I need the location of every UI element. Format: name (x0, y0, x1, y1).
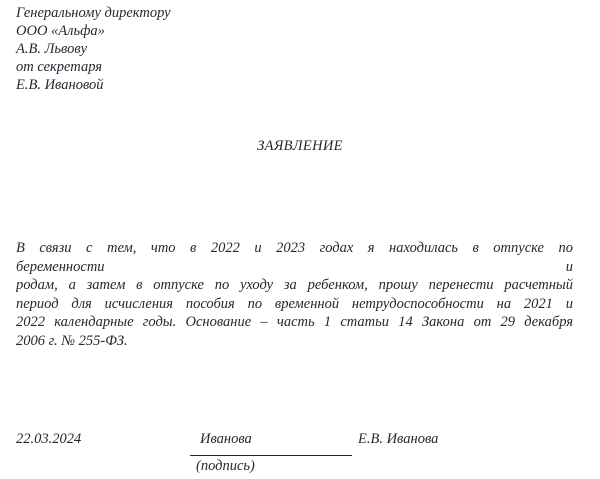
addressee-line-company: ООО «Альфа» (16, 23, 105, 39)
addressee-line-from: от секретаря (16, 59, 103, 75)
body-line-2-right: и (565, 258, 573, 275)
addressee-line-name: А.В. Львову (16, 41, 88, 57)
body-line-5: 2022 календарные годы. Основание – часть 1 статьи 14 Закона от 29 декабря (16, 314, 573, 330)
body-line-6: 2006 г. № 255-ФЗ. (16, 332, 128, 349)
document-body (16, 239, 573, 350)
document-title: ЗАЯВЛЕНИЕ (257, 138, 343, 154)
signature-line (190, 455, 352, 456)
signature: Иванова (200, 431, 252, 447)
signature-caption: (подпись) (196, 458, 255, 474)
addressee-line-position: Генеральному директору (16, 5, 171, 21)
body-line-1: В связи с тем, что в 2022 и 2023 годах я находилась в отпуске по (16, 240, 573, 256)
addressee-line-sender: Е.В. Ивановой (16, 77, 104, 93)
application-date: 22.03.2024 (16, 431, 82, 447)
body-line-4: период для исчисления пособия по временной нетрудоспособности на 2021 и (16, 295, 573, 312)
body-line-3: родам, а затем в отпуске по уходу за ребенком, прошу перенести расчетный (16, 277, 573, 293)
addressee-block (16, 4, 171, 94)
body-line-2-left: беременности (16, 258, 105, 275)
body-line-2 (16, 258, 573, 277)
signer-full-name: Е.В. Иванова (358, 431, 439, 447)
